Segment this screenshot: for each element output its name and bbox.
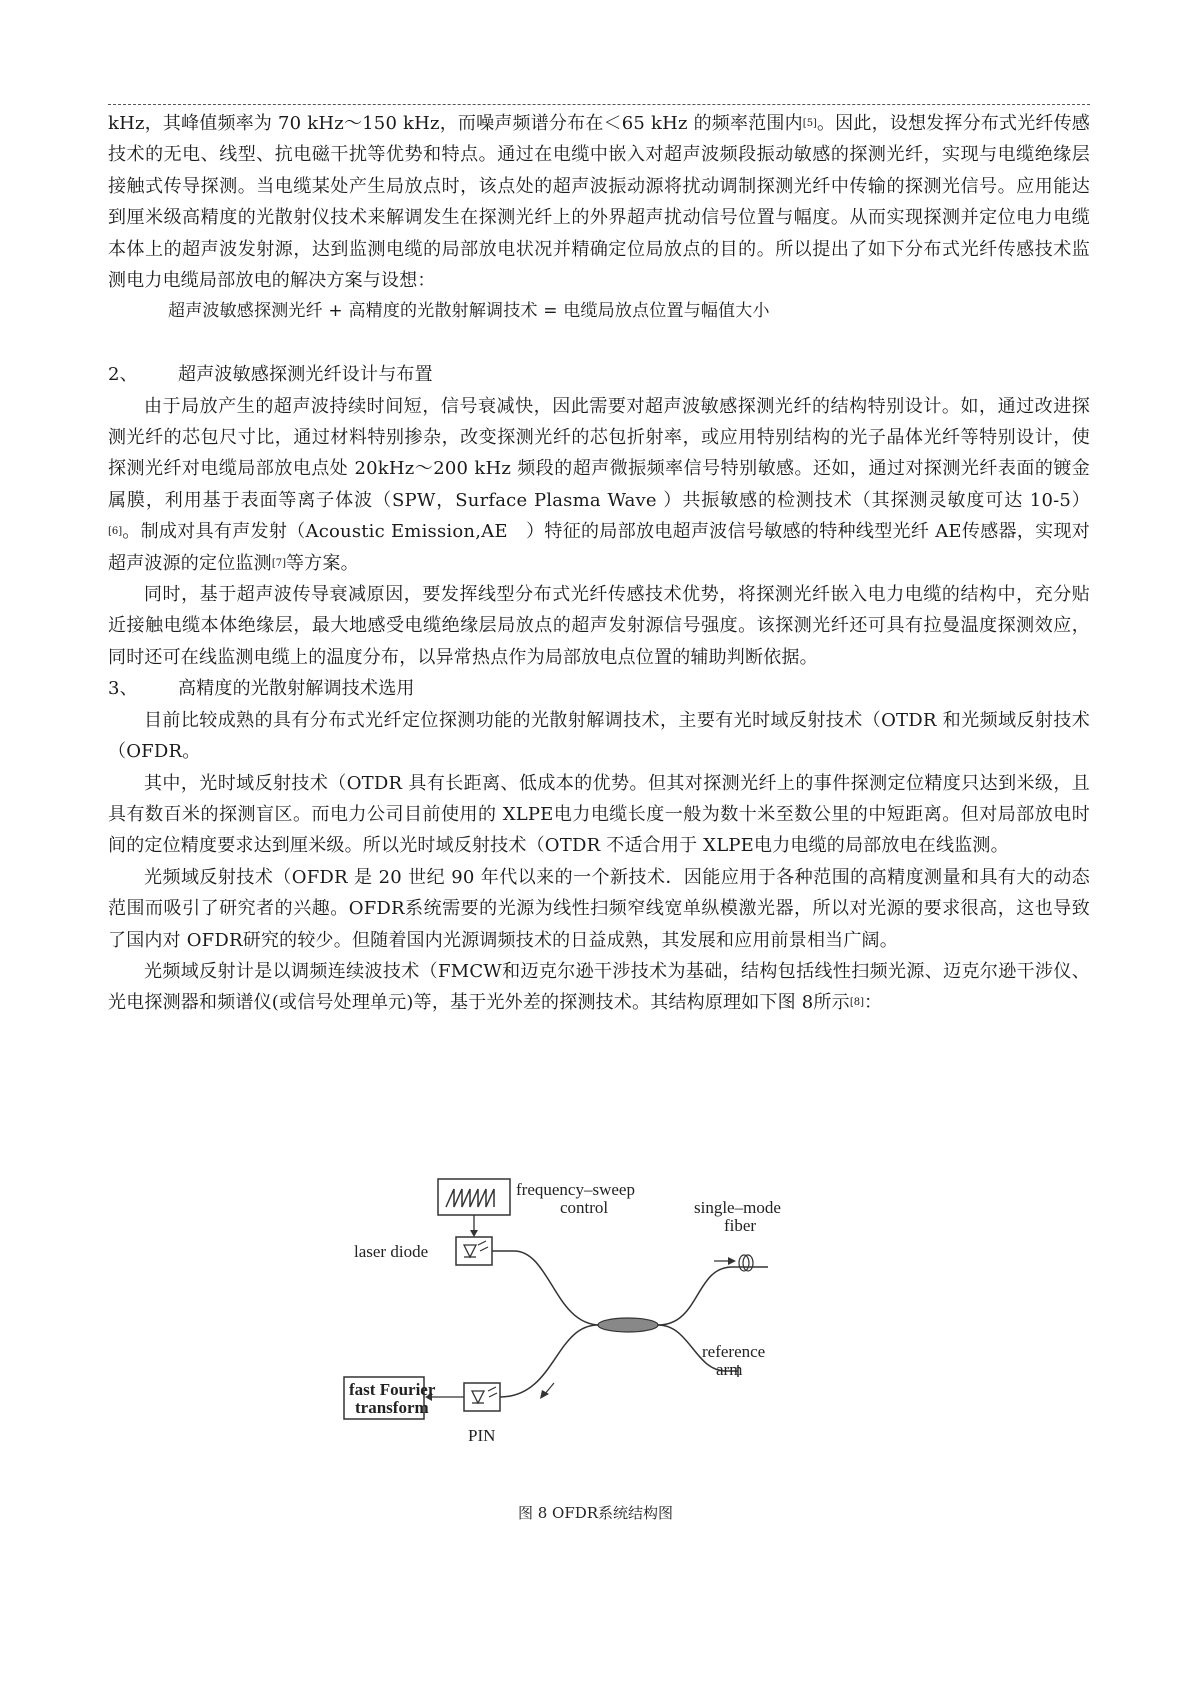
paragraph-ofdr-structure: 光频域反射计是以调频连续波技术（FMCW和迈克尔逊干涉技术为基础，结构包括线性扫频光源、迈克尔逊干涉仪、光电探测器和频谱仪(或信号处理单元)等，基于光外差的探测技术。其结构原理如下图 8所示[8]： — [108, 960, 1090, 1014]
citation-8: [8] — [849, 997, 864, 1009]
sweep-label-line1: frequency–sweep — [516, 1180, 635, 1199]
photodiode-icon — [472, 1391, 484, 1403]
paragraph-intro: kHz，其峰值频率为 70 kHz～150 kHz，而噪声频谱分布在＜65 kHz 的频率范围内[5]。因此，设想发挥分布式光纤传感技术的无电、线型、抗电磁干扰等优势和特点。通过在电缆中嵌入对超声波频段振动敏感的探测光纤，实现与电缆绝缘层接触式传导探测。当电缆某处产生局放点时，该点处的超声波振动源将扰动调制探测光纤中传输的探测光信号。应用能达到厘米级高精度的光散射仪技术来解调发生在探测光纤上的外界超声扰动信号位置与幅度。从而实现探测并定位电力电缆本体上的超声波发射源，达到监测电缆的局部放电状况并精确定位局放点的目的。所以提出了如下分布式光纤传感技术监测电力电缆局部放电的解决方案与设想： — [108, 113, 1090, 292]
laser-diode-box — [456, 1237, 492, 1265]
reference-label-line2: arm — [716, 1360, 743, 1379]
section-heading-2 — [108, 359, 1090, 390]
section-number: 3、 — [108, 678, 138, 700]
output-fiber — [658, 1267, 768, 1325]
figure-caption: 图 8 OFDR系统结构图 — [517, 1504, 674, 1522]
fiber-label-line2: fiber — [724, 1216, 757, 1235]
sawtooth-icon — [446, 1189, 494, 1207]
equation-line: 超声波敏感探测光纤 + 高精度的光散射解调技术 = 电缆局放点位置与幅值大小 — [168, 301, 770, 322]
reference-label-line1: reference — [702, 1342, 766, 1361]
paragraph-fiber-design: 由于局放产生的超声波持续时间短，信号衰减快，因此需要对超声波敏感探测光纤的结构特别设计。如，通过改进探测光纤的芯包尺寸比，通过材料特别掺杂，改变探测光纤的芯包折射率，或应用特别结构的光子晶体光纤等特别设计，使探测光纤对电缆局部放电点处 20kHz～200 kHz 频段的超声微振频率信号特别敏感。还如，通过对探测光纤表面的镀金属膜，利用基于表面等离子体波（SPW，Surface Plasma Wave ）共振敏感的检测技术（其探测灵敏度可达 10-5）[6]。制成对具有声发射（Acoustic Emission,AE ）特征的局部放电超声波信号敏感的特种线型光纤 AE传感器，实现对超声波源的定位监测[7]等方案。 — [108, 395, 1090, 574]
coupler-icon — [598, 1318, 658, 1332]
citation-6: [6] — [108, 526, 123, 538]
citation-5: [5] — [802, 118, 817, 129]
section-number: 2、 — [108, 364, 138, 386]
citation-7: [7] — [271, 557, 286, 569]
section-title: 高精度的光散射解调技术选用 — [178, 678, 415, 700]
laser-fiber — [492, 1251, 600, 1325]
body-text — [108, 108, 1090, 1019]
fft-label-line1: fast Fourier — [349, 1380, 436, 1399]
laser-diode-label: laser diode — [354, 1242, 429, 1261]
header-rule — [108, 104, 1090, 105]
section-heading-3 — [108, 673, 1090, 704]
paragraph-demod-overview: 目前比较成熟的具有分布式光纤定位探测功能的光散射解调技术，主要有光时域反射技术（OTDR 和光频域反射技术（OFDR。 — [108, 709, 1090, 763]
paragraph-ofdr: 光频域反射技术（OFDR 是 20 世纪 90 年代以来的一个新技术．因能应用于各种范围的高精度测量和具有大的动态范围而吸引了研究者的兴趣。OFDR系统需要的光源为线性扫频窄线宽单纵模激光器，所以对光源的要求很高，这也导致了国内对 OFDR研究的较少。但随着国内光源调频技术的日益成熟，其发展和应用前景相当广阔。 — [108, 866, 1090, 951]
paragraph-fiber-embedding: 同时，基于超声波传导衰减原因，要发挥线型分布式光纤传感技术优势，将探测光纤嵌入电力电缆的结构中，充分贴近接触电缆本体绝缘层，最大地感受电缆绝缘层局放点的超声发射源信号强度。该探测光纤还可具有拉曼温度探测效应，同时还可在线监测电缆上的温度分布，以异常热点作为局部放电点位置的辅助判断依据。 — [108, 584, 1090, 668]
sweep-label-line2: control — [560, 1198, 609, 1217]
ofdr-diagram — [340, 1175, 781, 1455]
pin-label: PIN — [468, 1426, 496, 1445]
fiber-label-line1: single–mode — [694, 1198, 781, 1217]
pin-fiber — [500, 1325, 598, 1397]
paragraph-otdr: 其中，光时域反射技术（OTDR 具有长距离、低成本的优势。但其对探测光纤上的事件探测定位精度只达到米级，且具有数百米的探测盲区。而电力公司目前使用的 XLPE电力电缆长度一般为数十米至数公里的中短距离。但对局部放电时间的定位精度要求达到厘米级。所以光时域反射技术（OTDR 不适合用于 XLPE电力电缆的局部放电在线监测。 — [108, 772, 1090, 857]
diode-icon — [464, 1245, 476, 1257]
fft-label-line2: transform — [355, 1398, 429, 1417]
section-title: 超声波敏感探测光纤设计与布置 — [178, 364, 433, 386]
ofdr-diagram-svg — [340, 1175, 781, 1455]
